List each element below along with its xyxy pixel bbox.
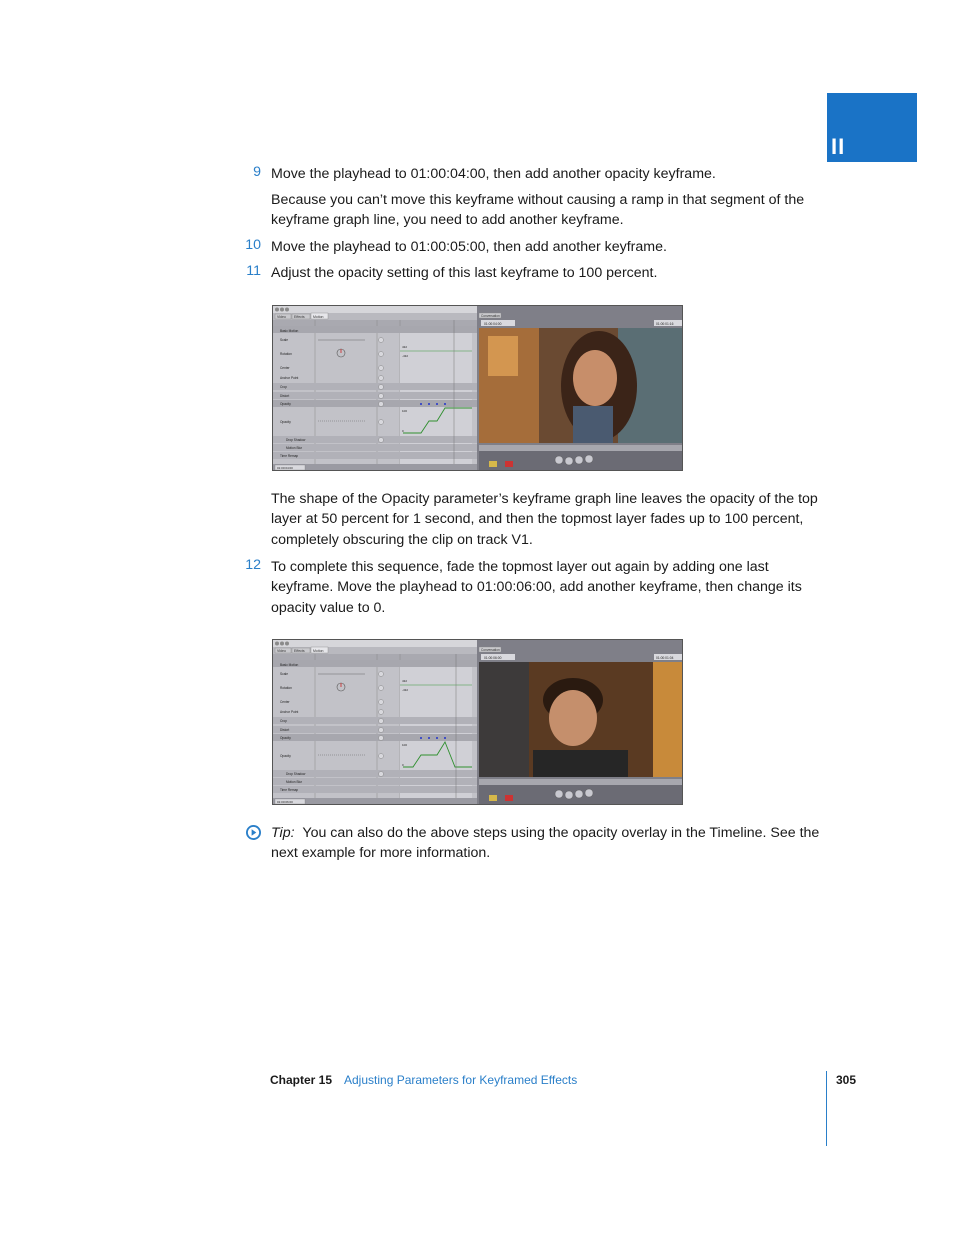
page-number: 305 bbox=[836, 1073, 857, 1087]
footer-chapter-title: Adjusting Parameters for Keyframed Effects bbox=[344, 1073, 578, 1087]
param-label: Anchor Point bbox=[280, 710, 299, 714]
scale-top-value: 432 bbox=[402, 345, 408, 349]
graph-max-value: 100 bbox=[402, 743, 408, 747]
step-text: Adjust the opacity setting of this last keyframe to 100 percent. bbox=[271, 265, 658, 281]
step-number: 11 bbox=[246, 263, 261, 279]
step-text: Move the playhead to 01:00:04:00, then add another opacity keyframe. bbox=[271, 166, 716, 182]
footer-divider bbox=[826, 1071, 827, 1146]
param-label: Drop Shadow bbox=[286, 772, 306, 776]
param-label: Center bbox=[280, 700, 290, 704]
viewer-tab-effects[interactable]: Effects bbox=[294, 315, 305, 319]
param-rows bbox=[273, 654, 477, 798]
graph-min-value: 0 bbox=[402, 429, 404, 433]
viewer-tab-video[interactable]: Video bbox=[277, 315, 286, 319]
tip-text: You can also do the above steps using the opacity overlay in the Timeline. See the next example for more information. bbox=[271, 825, 820, 862]
screenshot-figure-1 bbox=[272, 305, 683, 471]
param-label: Time Remap bbox=[280, 788, 299, 792]
param-label: Opacity bbox=[280, 420, 291, 424]
viewer-timecode: 01:00:04:00 bbox=[277, 466, 293, 470]
param-label: Anchor Point bbox=[280, 376, 299, 380]
param-label: Scale bbox=[280, 338, 288, 342]
param-label: Motion Blur bbox=[286, 446, 303, 450]
viewer-timecode: 01:00:06:00 bbox=[277, 800, 293, 804]
param-label: Time Remap bbox=[280, 454, 299, 458]
scale-bottom-value: -432 bbox=[402, 354, 409, 358]
param-label: Distort bbox=[280, 728, 290, 732]
footer-chapter: Chapter 15 bbox=[270, 1073, 333, 1087]
tip-arrow-icon bbox=[246, 825, 261, 840]
video-frame-man bbox=[479, 662, 683, 777]
step-number: 9 bbox=[253, 164, 261, 180]
param-label: Basic Motion bbox=[280, 329, 299, 333]
viewer-tab-video[interactable]: Video bbox=[277, 649, 286, 653]
graph-max-value: 100 bbox=[402, 409, 408, 413]
canvas-duration: 01:00:04:00 bbox=[484, 322, 502, 326]
param-label: Drop Shadow bbox=[286, 438, 306, 442]
param-label: Opacity bbox=[280, 754, 291, 758]
param-label: Basic Motion bbox=[280, 663, 299, 667]
param-label: Crop bbox=[280, 719, 287, 723]
param-label: Scale bbox=[280, 672, 288, 676]
paragraph: The shape of the Opacity parameter’s keyframe graph line leaves the opacity of the top layer at 50 percent for 1 second, and then the topmost layer fades up to 100 percent, completely obscuring the clip on track V1. bbox=[271, 491, 818, 548]
canvas-duration: 01:00:06:00 bbox=[484, 656, 502, 660]
fcp-window-figure-2 bbox=[273, 640, 683, 805]
canvas-tab[interactable]: Conversation bbox=[481, 648, 500, 652]
step-number: 10 bbox=[245, 237, 261, 253]
part-tab bbox=[827, 93, 917, 162]
param-label: Motion Blur bbox=[286, 780, 303, 784]
viewer-tab-motion[interactable]: Motion bbox=[313, 649, 324, 653]
screenshot-figure-2 bbox=[272, 639, 683, 805]
part-tab-label: II bbox=[831, 134, 846, 159]
fcp-window-figure-1 bbox=[273, 306, 683, 471]
canvas-tab[interactable]: Conversation bbox=[481, 314, 500, 318]
scale-bottom-value: -432 bbox=[402, 688, 409, 692]
param-label: Opacity bbox=[280, 402, 291, 406]
tip-paragraph bbox=[271, 823, 831, 864]
param-rows bbox=[273, 320, 477, 464]
step-text: To complete this sequence, fade the topmost layer out again by adding one last keyframe. Move the playhead to 01:00:06:00, add another keyframe, then change its opacity value to 0. bbox=[271, 559, 802, 616]
tip-label: Tip: bbox=[271, 825, 295, 841]
viewer-tab-motion[interactable]: Motion bbox=[313, 315, 324, 319]
param-label: Rotation bbox=[280, 352, 292, 356]
step-number: 12 bbox=[245, 557, 261, 573]
canvas-timecode: 01:00:01:16 bbox=[656, 322, 674, 326]
canvas-timecode: 01:00:01:04 bbox=[656, 656, 674, 660]
param-label: Center bbox=[280, 366, 290, 370]
param-label: Rotation bbox=[280, 686, 292, 690]
param-label: Distort bbox=[280, 394, 290, 398]
step-text: Move the playhead to 01:00:05:00, then add another keyframe. bbox=[271, 239, 667, 255]
scale-top-value: 432 bbox=[402, 679, 408, 683]
param-label: Crop bbox=[280, 385, 287, 389]
graph-min-value: 0 bbox=[402, 763, 404, 767]
param-label: Opacity bbox=[280, 736, 291, 740]
viewer-tab-effects[interactable]: Effects bbox=[294, 649, 305, 653]
step-note: Because you can’t move this keyframe without causing a ramp in that segment of the keyframe graph line, you need to add another keyframe. bbox=[271, 192, 805, 229]
video-frame-woman bbox=[479, 328, 683, 443]
